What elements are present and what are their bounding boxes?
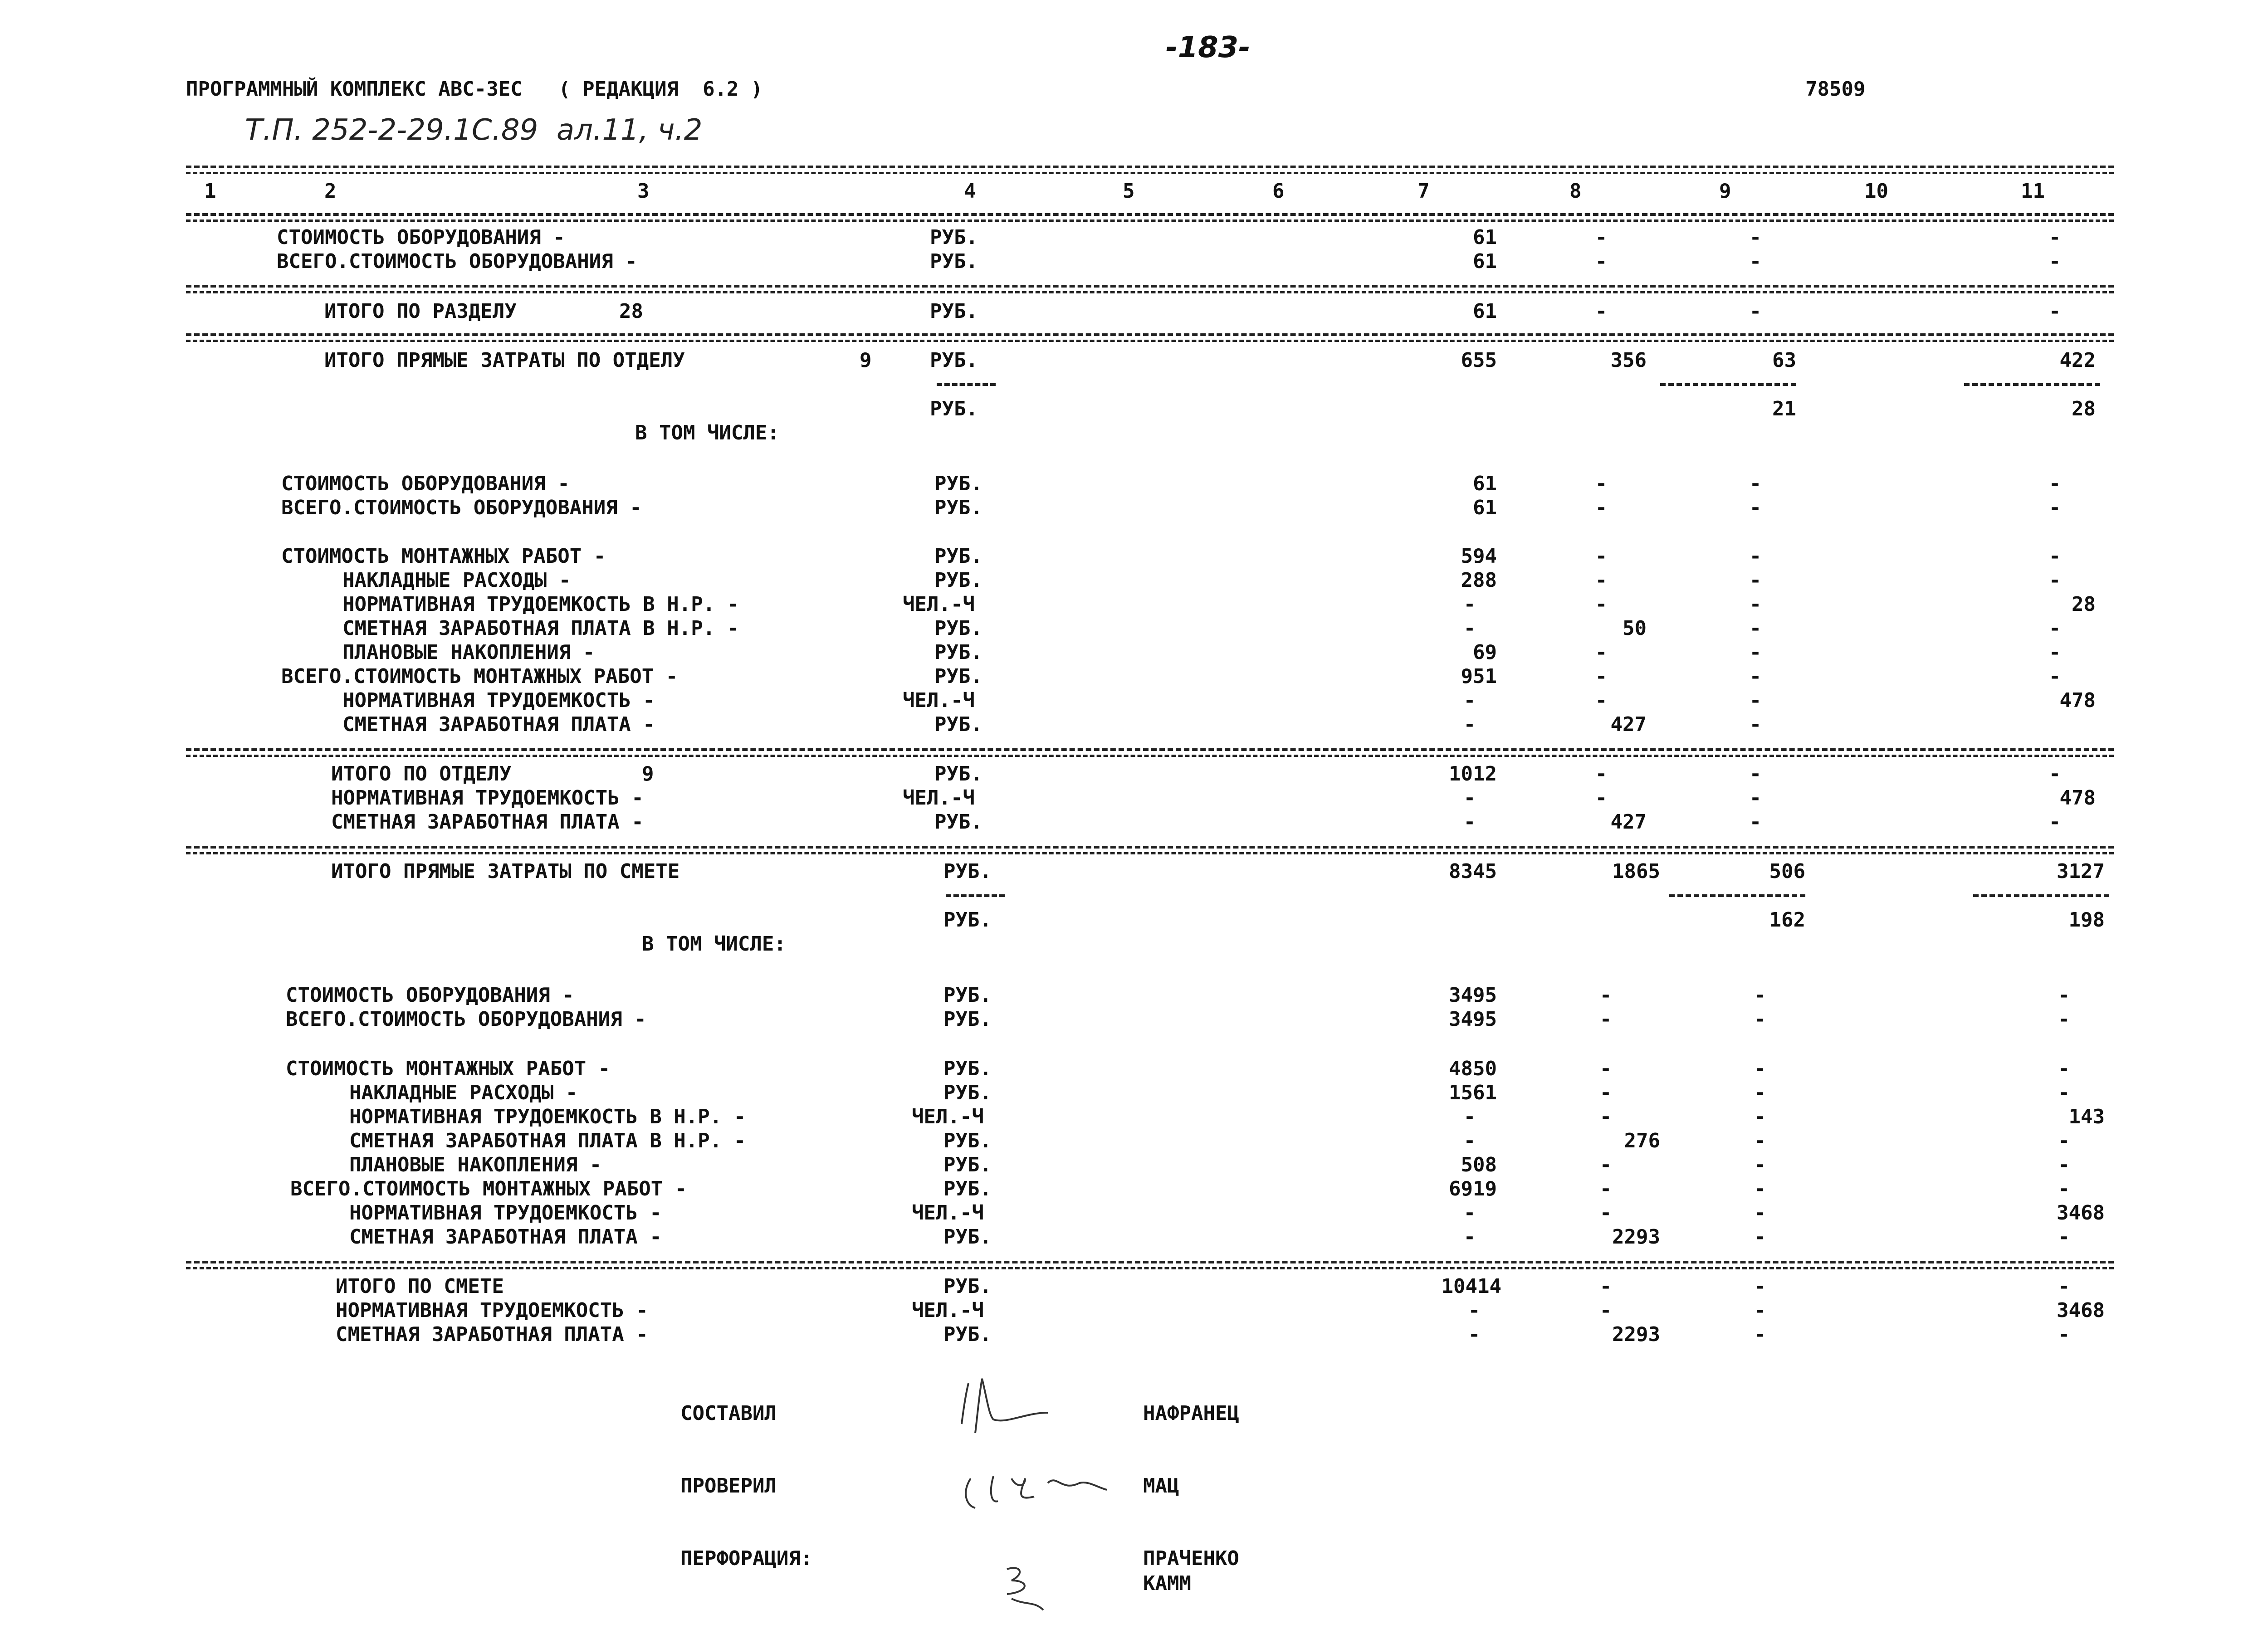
value-col9: - [1749, 569, 1762, 592]
label-est-wage: СМЕТНАЯ ЗАРАБОТНАЯ ПЛАТА - [342, 713, 655, 736]
label-planned-savings: ПЛАНОВЫЕ НАКОПЛЕНИЯ - [349, 1153, 602, 1176]
unit: РУБ. [943, 1081, 992, 1104]
column-header-9: 9 [1719, 180, 1731, 203]
value-col11: - [2048, 569, 2061, 592]
value-col8: - [1595, 496, 1608, 519]
unit: РУБ. [930, 397, 978, 420]
column-header-8: 8 [1569, 180, 1582, 203]
unit: РУБ. [934, 810, 982, 834]
punch-name-2: КАММ [1143, 1572, 1191, 1595]
value-col7: 288 [1461, 569, 1497, 592]
value-col7: - [1463, 1225, 1476, 1249]
label-est-wage: СМЕТНАЯ ЗАРАБОТНАЯ ПЛАТА - [349, 1225, 662, 1249]
label-installation-cost: СТОИМОСТЬ МОНТАЖНЫХ РАБОТ - [281, 545, 606, 568]
value-col11: - [2058, 1008, 2070, 1031]
column-header-6: 6 [1272, 180, 1285, 203]
unit: РУБ. [934, 762, 982, 785]
value-col11: - [2058, 1177, 2070, 1200]
unit: РУБ. [930, 300, 978, 323]
unit: РУБ. [943, 1008, 992, 1031]
value-col8: 2293 [1612, 1323, 1660, 1346]
value-col9: - [1754, 1177, 1766, 1200]
value-col9: - [1754, 1201, 1766, 1224]
value-col11: 28 [2072, 593, 2096, 616]
value-col8: - [1595, 641, 1608, 664]
value-col8: - [1595, 689, 1608, 712]
value-col9: 63 [1772, 349, 1796, 372]
value-col7: - [1463, 810, 1476, 834]
label-total-installation: ВСЕГО.СТОИМОСТЬ МОНТАЖНЫХ РАБОТ - [290, 1177, 687, 1200]
value-col7: 61 [1473, 496, 1497, 519]
value-col9: 506 [1769, 860, 1805, 883]
department-number: 9 [860, 349, 872, 372]
sub-rule [1660, 383, 1796, 386]
estimate-rule [186, 846, 2114, 854]
value-col8: - [1599, 1008, 1612, 1031]
label-overhead: НАКЛАДНЫЕ РАСХОДЫ - [342, 569, 571, 592]
value-col8: - [1599, 1153, 1612, 1176]
value-col8: 427 [1610, 810, 1647, 834]
value-col9: - [1749, 641, 1762, 664]
unit: ЧЕЛ.-Ч [912, 1299, 984, 1322]
value-col7: - [1463, 713, 1476, 736]
value-col11: - [2048, 617, 2061, 640]
punch-label: ПЕРФОРАЦИЯ: [680, 1547, 813, 1570]
signature-punch [980, 1556, 1070, 1619]
unit: ЧЕЛ.-Ч [903, 689, 975, 712]
unit: РУБ. [943, 1275, 992, 1298]
value-col7: - [1463, 689, 1476, 712]
value-col9: - [1754, 1275, 1766, 1298]
value-col8: - [1599, 984, 1612, 1007]
unit: РУБ. [934, 472, 982, 495]
unit: РУБ. [934, 641, 982, 664]
value-col7: 951 [1461, 665, 1497, 688]
unit: РУБ. [934, 545, 982, 568]
value-col11: - [2058, 1129, 2070, 1152]
value-col7: 4850 [1449, 1057, 1497, 1080]
value-col7: - [1463, 1105, 1476, 1128]
value-col7: - [1463, 786, 1476, 810]
label-norm-labor: НОРМАТИВНАЯ ТРУДОЕМКОСТЬ - [349, 1201, 662, 1224]
unit: РУБ. [943, 908, 992, 932]
value-col9: 162 [1769, 908, 1805, 932]
value-col7: - [1463, 593, 1476, 616]
label-including: В ТОМ ЧИСЛЕ: [635, 421, 779, 444]
value-col11: - [2048, 665, 2061, 688]
value-col11: - [2048, 472, 2061, 495]
unit: РУБ. [943, 1153, 992, 1176]
value-col11: 3468 [2057, 1201, 2105, 1224]
label-total-equipment-cost: ВСЕГО.СТОИМОСТЬ ОБОРУДОВАНИЯ - [277, 250, 637, 273]
program-header: ПРОГРАММНЫЙ КОМПЛЕКС АВС-3ЕС ( РЕДАКЦИЯ 6.2 ) [186, 78, 763, 101]
value-col8: - [1599, 1275, 1612, 1298]
label-including: В ТОМ ЧИСЛЕ: [642, 932, 786, 956]
value-col7: 61 [1473, 250, 1497, 273]
checked-name: МАЦ [1143, 1474, 1179, 1497]
value-col11: 28 [2072, 397, 2096, 420]
value-col11: - [2048, 762, 2061, 785]
label-norm-labor: НОРМАТИВНАЯ ТРУДОЕМКОСТЬ - [342, 689, 655, 712]
estimate-total-rule [186, 1261, 2114, 1269]
value-col11: 478 [2059, 786, 2096, 810]
unit: РУБ. [934, 569, 982, 592]
value-col7: 61 [1473, 300, 1497, 323]
section-rule [186, 285, 2114, 293]
compiled-name: НАФРАНЕЦ [1143, 1402, 1239, 1425]
value-col9: - [1749, 689, 1762, 712]
value-col9: - [1749, 810, 1762, 834]
handwritten-reference: Т.П. 252-2-29.1С.89 ал.11, ч.2 [245, 113, 703, 147]
label-est-wage: СМЕТНАЯ ЗАРАБОТНАЯ ПЛАТА - [331, 810, 644, 834]
header-rule-bottom [186, 213, 2114, 222]
value-col11: - [2058, 1225, 2070, 1249]
column-header-1: 1 [204, 180, 216, 203]
signature-checked [943, 1451, 1116, 1524]
column-header-11: 11 [2021, 180, 2045, 203]
value-col9: - [1749, 762, 1762, 785]
value-col11: - [2058, 984, 2070, 1007]
value-col8: - [1595, 665, 1608, 688]
value-col11: - [2048, 545, 2061, 568]
value-col9: - [1749, 300, 1762, 323]
value-col9: - [1754, 1299, 1766, 1322]
unit: ЧЕЛ.-Ч [903, 593, 975, 616]
value-col11: - [2048, 250, 2061, 273]
label-est-wage: СМЕТНАЯ ЗАРАБОТНАЯ ПЛАТА - [336, 1323, 648, 1346]
unit: ЧЕЛ.-Ч [903, 786, 975, 810]
value-col11: - [2048, 300, 2061, 323]
column-header-4: 4 [964, 180, 976, 203]
value-col7: 1012 [1449, 762, 1497, 785]
value-col11: - [2048, 226, 2061, 249]
value-col9: - [1749, 545, 1762, 568]
value-col9: - [1754, 984, 1766, 1007]
value-col11: 143 [2068, 1105, 2105, 1128]
unit: РУБ. [930, 250, 978, 273]
value-col11: - [2058, 1275, 2070, 1298]
label-dept-total: ИТОГО ПО ОТДЕЛУ [331, 762, 512, 785]
value-col7: 3495 [1449, 984, 1497, 1007]
compiled-label: СОСТАВИЛ [680, 1402, 777, 1425]
unit: ЧЕЛ.-Ч [912, 1105, 984, 1128]
label-norm-labor: НОРМАТИВНАЯ ТРУДОЕМКОСТЬ - [336, 1299, 648, 1322]
value-col9: - [1754, 1081, 1766, 1104]
label-norm-labor: НОРМАТИВНАЯ ТРУДОЕМКОСТЬ - [331, 786, 644, 810]
value-col9: - [1754, 1129, 1766, 1152]
value-col7: 8345 [1449, 860, 1497, 883]
label-total-installation: ВСЕГО.СТОИМОСТЬ МОНТАЖНЫХ РАБОТ - [281, 665, 678, 688]
sub-rule [1964, 383, 2100, 386]
label-section-total: ИТОГО ПО РАЗДЕЛУ [324, 300, 517, 323]
unit: РУБ. [943, 1323, 992, 1346]
value-col9: - [1754, 1153, 1766, 1176]
value-col11: 478 [2059, 689, 2096, 712]
value-col11: - [2058, 1323, 2070, 1346]
label-estimate-total: ИТОГО ПО СМЕТЕ [336, 1275, 504, 1298]
label-direct-costs-estimate: ИТОГО ПРЯМЫЕ ЗАТРАТЫ ПО СМЕТЕ [331, 860, 680, 883]
value-col8: - [1595, 300, 1608, 323]
value-col7: 10414 [1441, 1275, 1501, 1298]
label-equipment-cost: СТОИМОСТЬ ОБОРУДОВАНИЯ - [277, 226, 565, 249]
unit: РУБ. [943, 1129, 992, 1152]
value-col9: - [1749, 250, 1762, 273]
unit: РУБ. [943, 1177, 992, 1200]
value-col7: - [1468, 1323, 1481, 1346]
value-col7: - [1463, 1201, 1476, 1224]
unit: РУБ. [930, 226, 978, 249]
label-norm-labor-hp: НОРМАТИВНАЯ ТРУДОЕМКОСТЬ В Н.Р. - [349, 1105, 746, 1128]
value-col7: 1561 [1449, 1081, 1497, 1104]
column-header-5: 5 [1123, 180, 1135, 203]
value-col7: 61 [1473, 472, 1497, 495]
value-col7: 3495 [1449, 1008, 1497, 1031]
value-col9: - [1749, 593, 1762, 616]
unit: РУБ. [943, 860, 992, 883]
punch-name: ПРАЧЕНКО [1143, 1547, 1239, 1570]
unit: РУБ. [934, 496, 982, 519]
unit: РУБ. [934, 713, 982, 736]
value-col11: - [2048, 810, 2061, 834]
department-rule [186, 748, 2114, 757]
department-number: 9 [642, 762, 654, 785]
value-col8: - [1595, 250, 1608, 273]
unit: ЧЕЛ.-Ч [912, 1201, 984, 1224]
label-est-wage-hp: СМЕТНАЯ ЗАРАБОТНАЯ ПЛАТА В Н.Р. - [342, 617, 739, 640]
value-col8: - [1599, 1201, 1612, 1224]
value-col9: 21 [1772, 397, 1796, 420]
unit: РУБ. [934, 665, 982, 688]
value-col7: - [1463, 617, 1476, 640]
value-col9: - [1749, 472, 1762, 495]
value-col8: - [1595, 593, 1608, 616]
value-col7: 6919 [1449, 1177, 1497, 1200]
value-col11: 3127 [2057, 860, 2105, 883]
value-col8: - [1595, 545, 1608, 568]
section-number: 28 [619, 300, 643, 323]
value-col7: - [1463, 1129, 1476, 1152]
value-col8: - [1599, 1081, 1612, 1104]
label-total-equipment-cost: ВСЕГО.СТОИМОСТЬ ОБОРУДОВАНИЯ - [286, 1008, 646, 1031]
value-col11: - [2058, 1081, 2070, 1104]
value-col8: - [1599, 1105, 1612, 1128]
checked-label: ПРОВЕРИЛ [680, 1474, 777, 1497]
label-direct-costs-dept: ИТОГО ПРЯМЫЕ ЗАТРАТЫ ПО ОТДЕЛУ [324, 349, 685, 372]
label-planned-savings: ПЛАНОВЫЕ НАКОПЛЕНИЯ - [342, 641, 595, 664]
label-est-wage-hp: СМЕТНАЯ ЗАРАБОТНАЯ ПЛАТА В Н.Р. - [349, 1129, 746, 1152]
page-number: -183- [1166, 31, 1251, 64]
label-norm-labor-hp: НОРМАТИВНАЯ ТРУДОЕМКОСТЬ В Н.Р. - [342, 593, 739, 616]
value-col11: - [2048, 641, 2061, 664]
value-col7: 594 [1461, 545, 1497, 568]
column-header-7: 7 [1418, 180, 1430, 203]
value-col8: 427 [1610, 713, 1647, 736]
value-col8: - [1595, 472, 1608, 495]
sub-rule [946, 894, 1005, 897]
value-col7: 69 [1473, 641, 1497, 664]
value-col11: 198 [2068, 908, 2105, 932]
sub-rule [1973, 894, 2109, 897]
header-rule-top [186, 166, 2114, 174]
unit: РУБ. [943, 1057, 992, 1080]
value-col8: - [1595, 226, 1608, 249]
value-col8: 356 [1610, 349, 1647, 372]
value-col8: - [1599, 1057, 1612, 1080]
document-number: 78509 [1805, 78, 1866, 101]
unit: РУБ. [930, 349, 978, 372]
value-col8: - [1595, 762, 1608, 785]
value-col11: 422 [2059, 349, 2096, 372]
unit: РУБ. [943, 984, 992, 1007]
value-col11: - [2058, 1057, 2070, 1080]
value-col9: - [1749, 786, 1762, 810]
value-col8: - [1599, 1177, 1612, 1200]
column-header-10: 10 [1864, 180, 1888, 203]
section-rule [186, 333, 2114, 342]
value-col9: - [1754, 1008, 1766, 1031]
value-col7: 61 [1473, 226, 1497, 249]
value-col8: 276 [1624, 1129, 1660, 1152]
value-col9: - [1749, 713, 1762, 736]
value-col9: - [1749, 496, 1762, 519]
value-col7: 508 [1461, 1153, 1497, 1176]
value-col11: 3468 [2057, 1299, 2105, 1322]
sub-rule [937, 383, 996, 386]
value-col8: 50 [1623, 617, 1647, 640]
value-col11: - [2058, 1153, 2070, 1176]
value-col9: - [1754, 1057, 1766, 1080]
label-installation-cost: СТОИМОСТЬ МОНТАЖНЫХ РАБОТ - [286, 1057, 611, 1080]
value-col9: - [1754, 1225, 1766, 1249]
value-col8: 2293 [1612, 1225, 1660, 1249]
column-header-3: 3 [637, 180, 650, 203]
value-col9: - [1754, 1323, 1766, 1346]
label-overhead: НАКЛАДНЫЕ РАСХОДЫ - [349, 1081, 578, 1104]
value-col11: - [2048, 496, 2061, 519]
sub-rule [1669, 894, 1805, 897]
value-col8: - [1595, 786, 1608, 810]
label-total-equipment-cost: ВСЕГО.СТОИМОСТЬ ОБОРУДОВАНИЯ - [281, 496, 642, 519]
value-col7: - [1468, 1299, 1481, 1322]
value-col9: - [1749, 226, 1762, 249]
value-col8: 1865 [1612, 860, 1660, 883]
label-equipment-cost: СТОИМОСТЬ ОБОРУДОВАНИЯ - [286, 984, 574, 1007]
value-col9: - [1749, 665, 1762, 688]
value-col8: - [1595, 569, 1608, 592]
unit: РУБ. [943, 1225, 992, 1249]
value-col7: 655 [1461, 349, 1497, 372]
value-col9: - [1754, 1105, 1766, 1128]
unit: РУБ. [934, 617, 982, 640]
label-equipment-cost: СТОИМОСТЬ ОБОРУДОВАНИЯ - [281, 472, 570, 495]
value-col8: - [1599, 1299, 1612, 1322]
signature-compiled [943, 1370, 1080, 1447]
column-header-2: 2 [324, 180, 337, 203]
value-col9: - [1749, 617, 1762, 640]
